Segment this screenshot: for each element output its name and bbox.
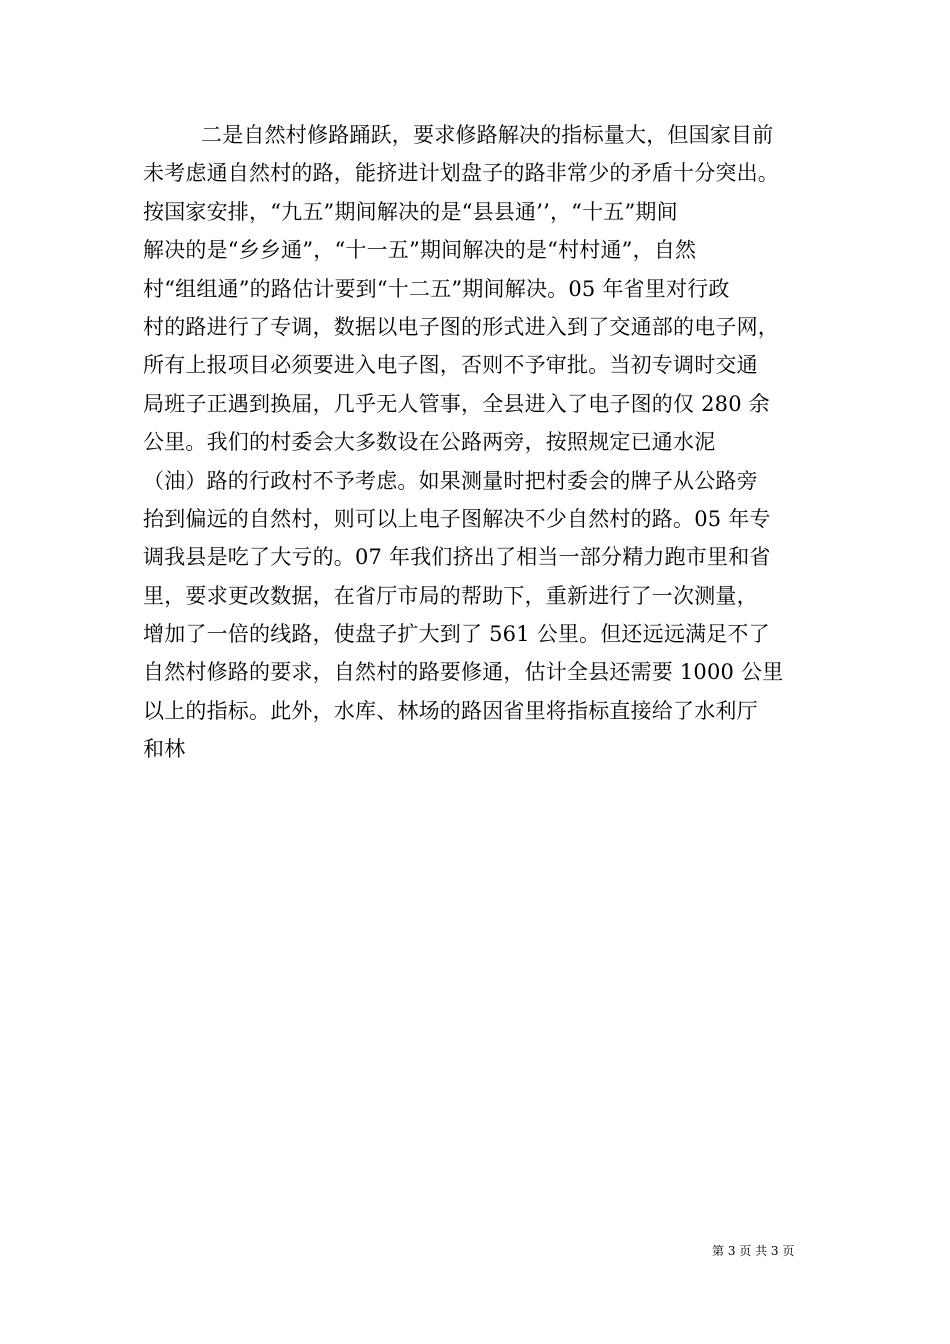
paragraph-line: 村的路进行了专调，数据以电子图的形式进入到了交通部的电子网， xyxy=(143,314,779,339)
paragraph-line: （油）路的行政村不予考虑。如果测量时把村委会的牌子从公路旁 xyxy=(143,468,758,493)
paragraph-line: 局班子正遇到换届，几乎无人管事，全县进入了电子图的仅 280 余 xyxy=(143,391,770,416)
paragraph-line: 解决的是“乡乡通”，“十一五”期间解决的是“村村通”，自然 xyxy=(143,238,697,263)
paragraph-line: 村“组组通”的路估计要到“十二五”期间解决。05 年省里对行政 xyxy=(143,276,730,301)
paragraph-line: 未考虑通自然村的路，能挤进计划盘子的路非常少的矛盾十分突出。 xyxy=(143,161,779,186)
paragraph-line: 以上的指标。此外，水库、林场的路因省里将指标直接给了水利厅 xyxy=(143,698,758,723)
paragraph-line: 公里。我们的村委会大多数设在公路两旁，按照规定已通水泥 xyxy=(143,430,716,455)
paragraph-line: 和林 xyxy=(143,737,186,762)
paragraph-line: 里，要求更改数据，在省厅市局的帮助下，重新进行了一次测量， xyxy=(143,583,758,608)
paragraph-line: 所有上报项目必须要进入电子图，否则不予审批。当初专调时交通 xyxy=(143,353,758,378)
paragraph-line: 二是自然村修路踊跃，要求修路解决的指标量大，但国家目前 xyxy=(201,123,774,147)
paragraph-line: 抬到偏远的自然村，则可以上电子图解决不少自然村的路。05 年专 xyxy=(143,506,771,531)
paragraph-line: 自然村修路的要求，自然村的路要修通，估计全县还需要 1000 公里 xyxy=(143,660,784,685)
paragraph-line: 调我县是吃了大亏的。07 年我们挤出了相当一部分精力跑市里和省 xyxy=(143,545,771,570)
page-number-footer: 第 3 页 共 3 页 xyxy=(712,1244,795,1258)
paragraph-line: 按国家安排，“九五”期间解决的是“县县通’’，“十五”期间 xyxy=(143,199,678,224)
body-paragraph xyxy=(143,116,815,769)
paragraph-line: 增加了一倍的线路，使盘子扩大到了 561 公里。但还远远满足不了 xyxy=(143,622,770,647)
